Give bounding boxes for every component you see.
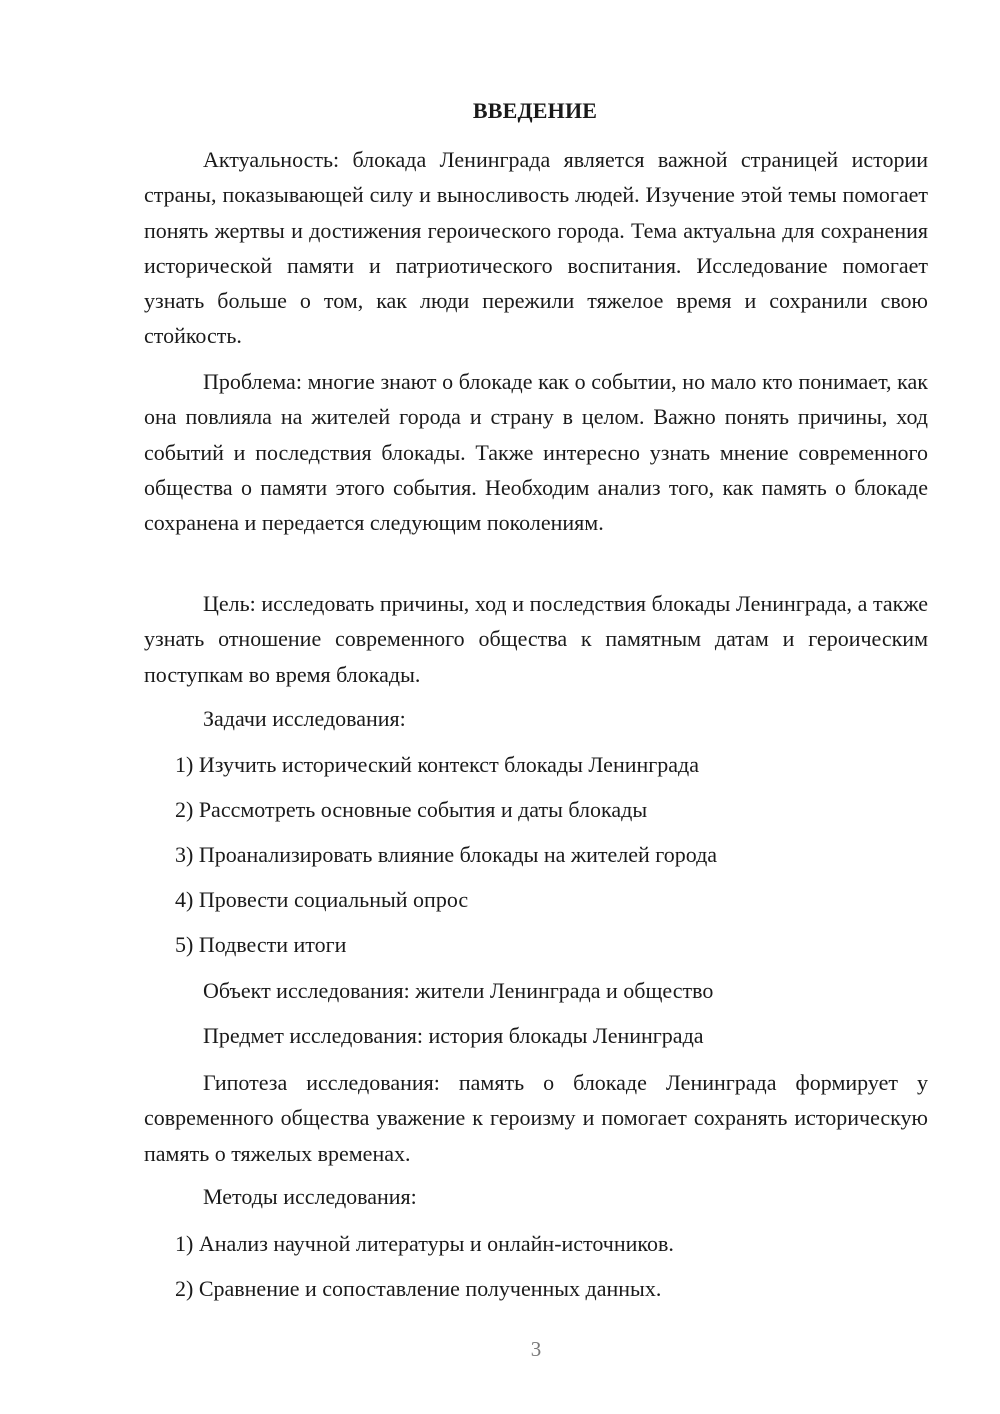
page-number: 3 [530,1337,542,1361]
paragraph-goal: Цель: исследовать причины, ход и последствия блокады Ленинграда, а также узнать отношение современного общества к памятным датам и героическим поступкам во время блокады. [144,591,928,687]
list-item-task: 4) Провести социальный опрос [175,887,469,912]
list-item-method: 2) Сравнение и сопоставление полученных данных. [175,1276,662,1301]
list-item-task: 1) Изучить исторический контекст блокады Ленинграда [175,752,700,777]
list-item-task: 5) Подвести итоги [175,932,347,957]
tasks-heading: Задачи исследования: [203,706,406,731]
research-object: Объект исследования: жители Ленинграда и общество [203,978,714,1003]
paragraph-problem: Проблема: многие знают о блокаде как о событии, но мало кто понимает, как она повлияла на жителей города и страну в целом. Важно понять причины, ход событий и последствия блокады. Также интересно узнать мнение современного общества о памяти этого события. Необходим анализ того, как память о блокаде сохранена и передается следующим поколениям. [144,369,928,536]
list-item-task: 3) Проанализировать влияние блокады на жителей города [175,842,718,867]
research-subject: Предмет исследования: история блокады Ленинграда [203,1023,704,1048]
paragraph-hypothesis: Гипотеза исследования: память о блокаде Ленинграда формирует у современного общества уважение к героизму и помогает сохранять историческую память о тяжелых временах. [144,1070,928,1166]
methods-heading: Методы исследования: [203,1184,417,1209]
paragraph-relevance: Актуальность: блокада Ленинграда является важной страницей истории страны, показывающей силу и выносливость людей. Изучение этой темы помогает понять жертвы и достижения героического города. Тема актуальна для сохранения исторической памяти и патриотического воспитания. Исследование помогает узнать больше о том, как люди пережили тяжелое время и сохранили свою стойкость. [144,147,928,349]
section-title: ВВЕДЕНИЕ [472,98,598,123]
list-item-method: 1) Анализ научной литературы и онлайн-источников. [175,1231,674,1256]
list-item-task: 2) Рассмотреть основные события и даты блокады [175,797,648,822]
